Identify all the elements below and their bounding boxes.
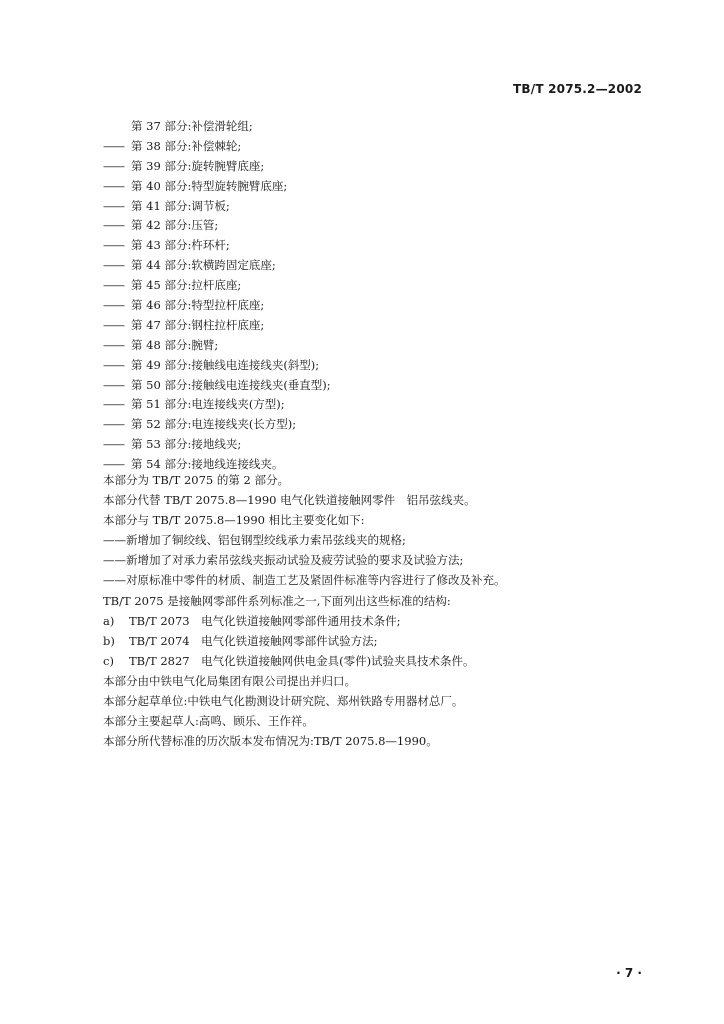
- paragraph: [103, 570, 663, 590]
- list-dash: ——: [103, 337, 124, 352]
- paragraph-text: ——对原标准中零件的材质、制造工艺及紧固件标准等内容进行了修改及补充。: [103, 573, 506, 588]
- list-dash: ——: [103, 357, 124, 372]
- list-dash: ——: [103, 397, 124, 412]
- list-item-text: 第 46 部分:特型拉杆底座;: [131, 298, 265, 313]
- list-item-text: 第 51 部分:电连接线夹(方型);: [131, 397, 285, 412]
- list-item: [103, 177, 331, 197]
- paragraph: [103, 731, 663, 751]
- list-dash: ——: [103, 437, 124, 452]
- foreword-body: [103, 470, 663, 751]
- list-item-text: 第 50 部分:接触线电连接线夹(垂直型);: [131, 377, 331, 392]
- list-item: [103, 395, 331, 415]
- list-item-text: 第 45 部分:拉杆底座;: [131, 278, 242, 293]
- list-item-text: 第 49 部分:接触线电连接线夹(斜型);: [131, 357, 320, 372]
- paragraph-text: ——新增加了铜绞线、铝包钢型绞线承力索吊弦线夹的规格;: [103, 533, 406, 548]
- paragraph: [103, 490, 663, 510]
- list-dash: ——: [103, 377, 124, 392]
- paragraph-text: 本部分起草单位:中铁电气化勘测设计研究院、郑州铁路专用器材总厂。: [103, 694, 464, 709]
- paragraph-text: 本部分所代替标准的历次版本发布情况为:TB/T 2075.8—1990。: [103, 734, 438, 749]
- list-item: [103, 276, 331, 296]
- list-item: [103, 117, 331, 137]
- list-item: [103, 435, 331, 455]
- list-item: [103, 197, 331, 217]
- paragraph-text: TB/T 2075 是接触网零部件系列标准之一,下面列出这些标准的结构:: [103, 593, 451, 608]
- list-dash: ——: [103, 417, 124, 432]
- list-item: [103, 651, 663, 671]
- paragraph: [103, 510, 663, 530]
- list-dash: ——: [103, 298, 124, 313]
- list-item: [103, 316, 331, 336]
- list-item-text: 第 48 部分:腕臂;: [131, 337, 219, 352]
- list-item: [103, 631, 663, 651]
- standard-code-header: TB/T 2075.2—2002: [513, 82, 642, 96]
- paragraph: [103, 530, 663, 550]
- paragraph: [103, 591, 663, 611]
- item-tag: a): [103, 613, 115, 628]
- list-item: [103, 157, 331, 177]
- list-item: [103, 356, 331, 376]
- list-item-text: 第 37 部分:补偿滑轮组;: [131, 119, 253, 133]
- list-dash: ——: [103, 138, 124, 153]
- paragraph-text: ——新增加了对承力索吊弦线夹振动试验及疲劳试验的要求及试验方法;: [103, 553, 464, 568]
- list-item-text: 第 41 部分:调节板;: [131, 198, 230, 213]
- list-dash: ——: [103, 278, 124, 293]
- list-dash: ——: [103, 218, 124, 233]
- paragraph: [103, 671, 663, 691]
- list-dash: ——: [103, 198, 124, 213]
- list-item-text: 第 53 部分:接地线夹;: [131, 437, 242, 452]
- paragraph: [103, 550, 663, 570]
- paragraph-text: TB/T 2074 电气化铁道接触网零部件试验方法;: [129, 633, 378, 648]
- list-item-text: 第 43 部分:杵环杆;: [131, 238, 230, 253]
- list-item-text: 第 52 部分:电连接线夹(长方型);: [131, 417, 297, 432]
- list-item: [103, 216, 331, 236]
- list-item-text: 第 42 部分:压管;: [131, 218, 219, 233]
- page-number: · 7 ·: [616, 966, 642, 980]
- paragraph-text: 本部分代替 TB/T 2075.8—1990 电气化铁道接触网零件 铝吊弦线夹。: [103, 493, 476, 508]
- paragraph-text: 本部分主要起草人:高鸣、顾乐、王作祥。: [103, 714, 314, 729]
- list-item-text: 第 54 部分:接地线连接线夹。: [131, 457, 284, 472]
- list-dash: ——: [103, 158, 124, 173]
- paragraph: [103, 470, 663, 490]
- parts-list: [103, 117, 331, 475]
- paragraph: [103, 711, 663, 731]
- list-item: [103, 256, 331, 276]
- list-item: [103, 137, 331, 157]
- paragraph-text: TB/T 2073 电气化铁道接触网零部件通用技术条件;: [129, 613, 401, 628]
- list-item: [103, 611, 663, 631]
- list-item-text: 第 40 部分:特型旋转腕臂底座;: [131, 178, 288, 193]
- item-tag: b): [103, 633, 115, 648]
- list-dash: ——: [103, 178, 124, 193]
- list-item: [103, 236, 331, 256]
- list-item-text: 第 44 部分:软横跨固定底座;: [131, 258, 276, 273]
- paragraph-text: 本部分为 TB/T 2075 的第 2 部分。: [103, 473, 290, 487]
- paragraph-text: 本部分与 TB/T 2075.8—1990 相比主要变化如下:: [103, 513, 365, 528]
- paragraph-text: 本部分由中铁电气化局集团有限公司提出并归口。: [103, 673, 356, 688]
- list-item: [103, 296, 331, 316]
- list-item-text: 第 47 部分:钢柱拉杆底座;: [131, 317, 265, 332]
- list-dash: ——: [103, 317, 124, 332]
- list-item: [103, 336, 331, 356]
- list-item: [103, 376, 331, 396]
- list-item: [103, 415, 331, 435]
- list-dash: ——: [103, 258, 124, 273]
- list-dash: ——: [103, 238, 124, 253]
- item-tag: c): [103, 653, 114, 668]
- paragraph: [103, 691, 663, 711]
- list-dash: ——: [103, 457, 124, 472]
- paragraph-text: TB/T 2827 电气化铁道接触网供电金具(零件)试验夹具技术条件。: [129, 653, 475, 668]
- list-item-text: 第 39 部分:旋转腕臂底座;: [131, 158, 265, 173]
- list-item-text: 第 38 部分:补偿棘轮;: [131, 138, 242, 153]
